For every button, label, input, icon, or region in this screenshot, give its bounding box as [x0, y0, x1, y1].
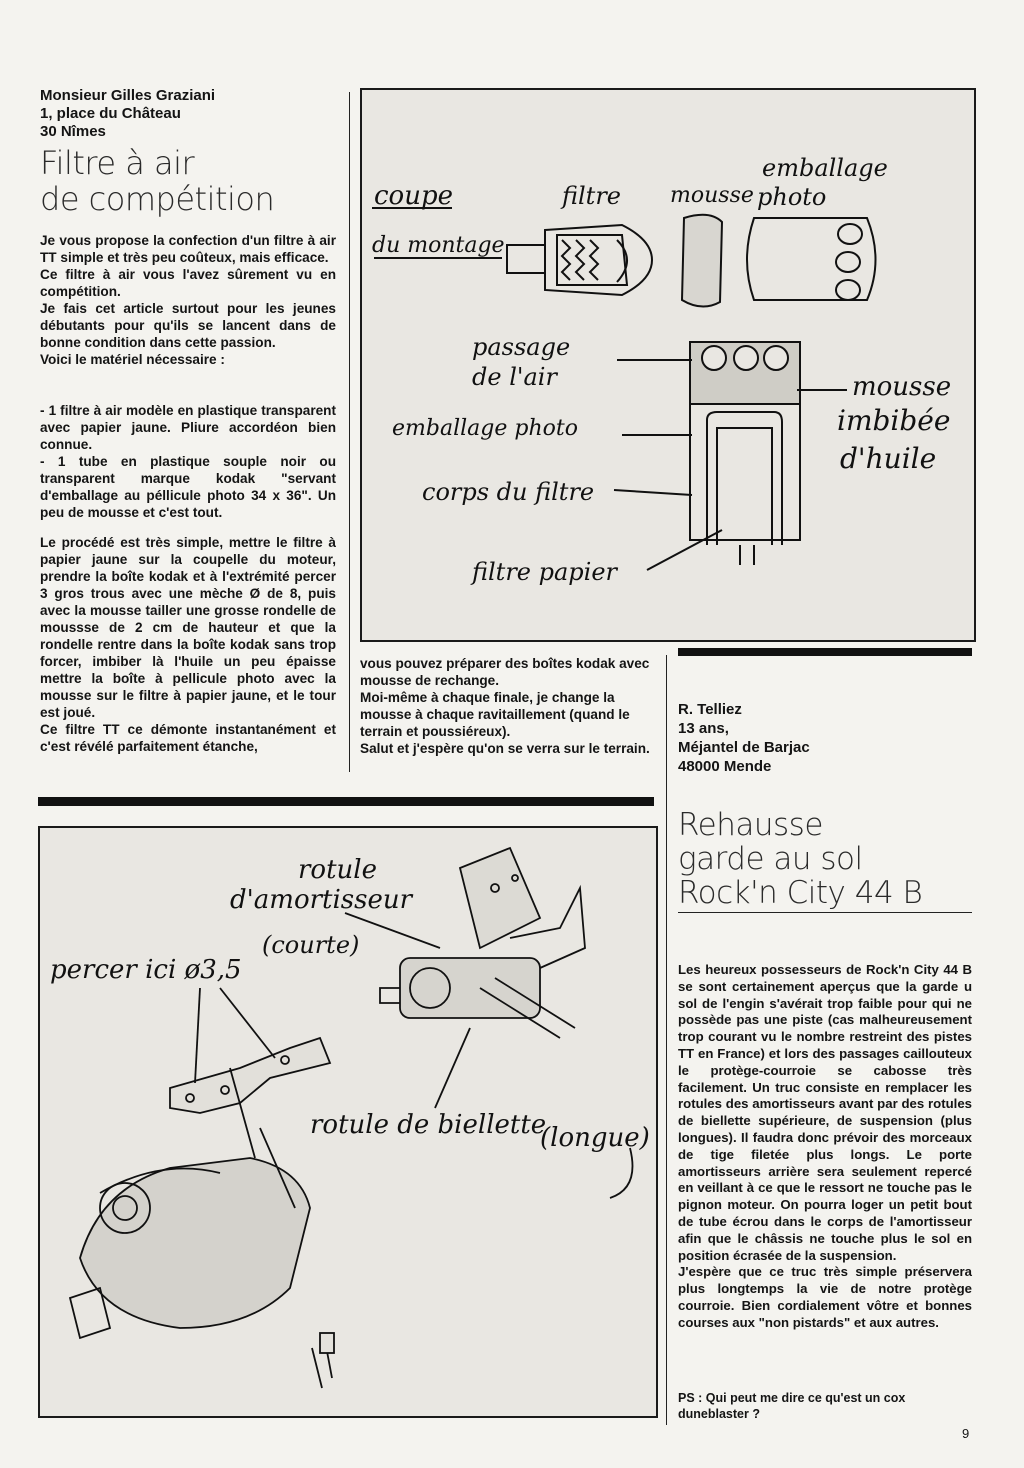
list-item: - 1 filtre à air modèle en plastique transparent avec papier jaune. Pliure accordéon bien connue.: [40, 403, 336, 452]
title-line: de compétition: [40, 180, 275, 218]
paragraph: Ce filtre à air vous l'avez sûrement vu en compétition.: [40, 267, 336, 299]
title-line: garde au sol: [678, 841, 863, 877]
label-du-montage: du montage: [372, 233, 505, 258]
label-mousse: mousse: [670, 183, 754, 208]
label-de-lair: de l'air: [472, 363, 557, 391]
filter-sketch: [362, 90, 974, 640]
title-line: Filtre à air: [40, 144, 195, 182]
author-name: Monsieur Gilles Graziani: [40, 87, 216, 104]
label-filtre: filtre: [562, 182, 622, 210]
article-body-2: [678, 962, 972, 1332]
label-filtre-papier: filtre papier: [472, 558, 618, 586]
author-street: Méjantel de Barjac: [678, 739, 810, 756]
label-photo: photo: [757, 183, 827, 211]
label-emballage-photo: emballage photo: [392, 416, 578, 441]
column-divider: [666, 655, 667, 1425]
paragraph: Le procédé est très simple, mettre le filtre à papier jaune sur la coupelle du moteur, prendre la boîte kodak et à l'extrémité percer 3 gros trous avec une mèche Ø de 8, puis avec la mousse tailler une grosse rondelle de moussse de 2 cm de hauteur et que la rondelle rentre dans la boîte kodak sans trop forcer, imbiber là l'huile un peu épaisse mettre la boîte à pellicule photo avec la mousse sur le filtre à papier jaune, et le tour est joué.: [40, 535, 336, 720]
page-number: 9: [962, 1426, 970, 1441]
paragraph: Les heureux possesseurs de Rock'n City 44 B se sont certainement aperçus que la garde u sol de l'engin s'avérait trop faible pour qui ne possède pas une piste (cas malheureusement trop courant vu le nombre restreint des pistes TT en France) et lors des passages caillouteux le protège-courroie se cabosse très facilement. Un truc consiste en remplacer les rotules des amortisseurs avant par des rotules de biellette supérieure, de suspension (plus longues). Il faudra donc prévoir des morceaux de tige filetée plus longs. Le porte amortisseurs arrière sera seulement repercé en veillant à ce que le ressort ne touche pas le pignon moteur. On pourra loger un petit bout de tube écrou dans le corps de l'amortisseur afin que le châssis ne touche plus le sol en position écrasée de la suspension.: [678, 962, 972, 1263]
paragraph: Voici le matériel nécessaire :: [40, 352, 225, 367]
label-percer: percer ici ø3,5: [50, 955, 242, 985]
paragraph: J'espère que ce truc très simple préservera plus longtemps la vie de notre protège courroie. Bien cordialement vôtre et bonnes courses aux "non pistards" et aux autres.: [678, 1264, 972, 1330]
author-block-1: [40, 87, 340, 141]
label-rotule-biellette: rotule de biellette: [310, 1110, 547, 1140]
author-street: 1, place du Château: [40, 105, 181, 122]
label-dhuile: d'huile: [840, 442, 937, 475]
author-city: 48000 Mende: [678, 758, 772, 775]
title-underline: [678, 912, 972, 913]
author-city: 30 Nîmes: [40, 123, 106, 140]
author-age: 13 ans,: [678, 720, 729, 737]
suspension-sketch: [40, 828, 656, 1416]
label-emballage: emballage: [762, 154, 888, 182]
label-imbibee: imbibée: [837, 404, 951, 437]
list-item: - 1 tube en plastique souple noir ou transparent marque kodak "servant d'emballage au péllicule photo 34 x 36". Un peu de mousse et c'est tout.: [40, 454, 336, 520]
materials-list: [40, 402, 336, 521]
author-name: R. Telliez: [678, 701, 742, 718]
paragraph: Je fais cet article surtout pour les jeunes débutants pour qu'ils se lancent dans de bonne condition dans cette passion.: [40, 301, 336, 350]
label-damortisseur: d'amortisseur: [230, 885, 413, 915]
paragraph: Moi-même à chaque finale, je change la mousse à chaque ravitaillement (quand le terrain et poussiéreux).: [360, 690, 630, 739]
section-rule: [678, 648, 972, 656]
label-courte: (courte): [262, 931, 360, 959]
label-longue: (longue): [540, 1123, 650, 1153]
paragraph: vous pouvez préparer des boîtes kodak avec mousse de rechange.: [360, 656, 650, 688]
article-title-1: [40, 145, 274, 217]
paragraph: Ce filtre TT ce démonte instantanément et c'est révélé parfaitement étanche,: [40, 722, 336, 754]
air-filter-diagram: [360, 88, 976, 642]
continuation-text: [360, 655, 656, 757]
label-rotule: rotule: [298, 855, 377, 885]
postscript: PS : Qui peut me dire ce qu'est un cox duneblaster ?: [678, 1391, 906, 1421]
label-coupe: coupe: [374, 181, 453, 211]
article-intro: [40, 232, 336, 368]
paragraph: Salut et j'espère qu'on se verra sur le terrain.: [360, 741, 650, 756]
procedure-text: [40, 534, 336, 755]
label-corps-du-filtre: corps du filtre: [422, 478, 595, 506]
paragraph: Je vous propose la confection d'un filtre à air TT simple et très peu coûteux, mais efficace.: [40, 233, 336, 265]
author-block-2: [678, 700, 972, 776]
label-passage: passage: [472, 333, 571, 361]
suspension-diagram: [38, 826, 658, 1418]
article-title-2: [678, 808, 922, 910]
column-divider: [349, 92, 350, 772]
title-line: Rehausse: [678, 807, 823, 843]
label-mousse-right: mousse: [852, 372, 952, 402]
section-rule: [38, 797, 654, 806]
title-line: Rock'n City 44 B: [678, 875, 923, 911]
